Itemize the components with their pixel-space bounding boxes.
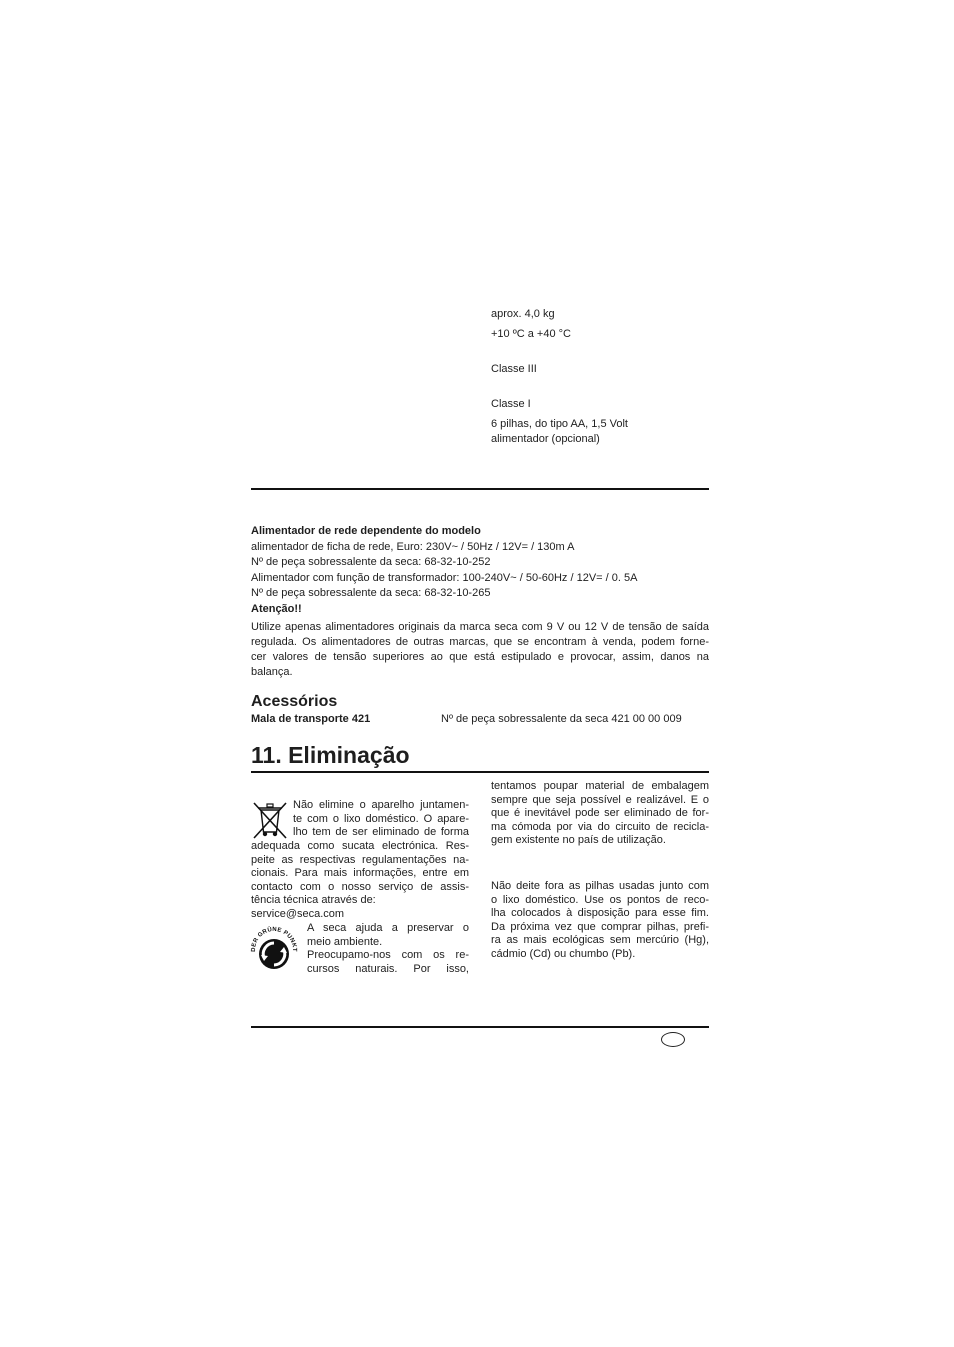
text-line: te com o lixo doméstico. O apare- <box>293 812 469 825</box>
country-code-oval <box>661 1032 685 1047</box>
weee-body <box>251 840 469 894</box>
text-line: contacto com o nosso serviço de assis- <box>251 880 469 893</box>
page-title: 11. Eliminação <box>251 742 410 768</box>
text-line: tência técnica através de: <box>251 894 376 906</box>
text-line: cionais. Para mais informações, entre em <box>251 867 469 879</box>
text-line: A seca ajuda a preservar o <box>307 922 469 935</box>
text-line: lha colocados à disposição para esse fim. <box>491 907 709 920</box>
text-line: Alimentador com função de transformador: 100-240V~ / 50-60Hz / 12V= / 0. 5A <box>251 571 638 584</box>
green-dot-lettering: DER GRÜNE PUNKT <box>250 926 298 952</box>
spec-class-iii: Classe III <box>491 363 537 375</box>
power-adapter-section <box>251 524 709 618</box>
power-adapter-lines <box>251 540 709 602</box>
accessory-item-name: Mala de transporte 421 <box>251 713 371 725</box>
batteries-paragraph <box>491 880 709 961</box>
text-line: Utilize apenas alimentadores originais da marca seca com 9 V ou 12 V de tensão de saída <box>251 620 709 633</box>
text-line: service@seca.com <box>251 907 345 920</box>
crossed-out-wheelie-bin-icon <box>251 800 289 840</box>
packaging-paragraph <box>491 780 709 848</box>
weee-intro <box>293 799 469 840</box>
green-dot-text-b <box>307 949 469 976</box>
spec-weight: aprox. 4,0 kg <box>491 308 555 320</box>
text-line: cádmio (Cd) ou chumbo (Pb). <box>491 947 636 960</box>
text-line: regulada. Os alimentadores de outras marcas, que se encontram à venda, podem forne- <box>251 635 709 648</box>
text-line: cer valores de tensão superiores ao que está estipulado e provocar, assim, danos na <box>251 650 709 663</box>
text-line: Nº de peça sobressalente da seca: 68-32-10-265 <box>251 587 491 600</box>
green-dot-logo <box>250 924 298 972</box>
accessories-heading: Acessórios <box>251 693 338 710</box>
text-line: Não elimine o aparelho juntamen- <box>293 799 469 812</box>
text-line: ma cómoda por via do circuito de recicla- <box>491 820 709 833</box>
text-line: Nº de peça sobressalente da seca: 68-32-10-252 <box>251 556 491 569</box>
text-line: sempre que seja possível e realizável. E o <box>491 793 709 806</box>
warning-paragraph <box>251 620 709 680</box>
weee-contact <box>251 894 469 921</box>
text-line: lho tem de ser eliminado de forma <box>293 826 469 839</box>
text-line: que é inevitável pode ser eliminado de for- <box>491 807 709 820</box>
text-line: adequada como sucata electrónica. Res- <box>251 840 469 852</box>
spec-power-adapter: alimentador (opcional) <box>491 433 600 445</box>
heading-underline <box>251 771 709 773</box>
text-line: alimentador de ficha de rede, Euro: 230V~ / 50Hz / 12V= / 130m A <box>251 540 575 553</box>
text-line: tentamos poupar material de embalagem <box>491 780 709 793</box>
spec-class-i: Classe I <box>491 398 531 410</box>
spec-power-batteries: 6 pilhas, do tipo AA, 1,5 Volt <box>491 418 628 430</box>
text-line: meio ambiente. <box>307 935 383 948</box>
text-line: gem existente no país de utilização. <box>491 834 666 847</box>
spec-temperature: +10 ºC a +40 °C <box>491 328 571 340</box>
section-divider <box>251 488 709 490</box>
text-line: peite as respectivas regulamentações na- <box>251 853 469 866</box>
text-line: Preocupamo-nos com os re- <box>307 949 469 962</box>
green-dot-text-a <box>307 922 469 949</box>
text-line: Da próxima vez que comprar pilhas, prefi- <box>491 920 709 933</box>
warning-label: Atenção!! <box>251 602 302 615</box>
power-adapter-heading: Alimentador de rede dependente do modelo <box>251 525 481 537</box>
text-line: cursos naturais. Por isso, <box>307 962 469 975</box>
footer-divider <box>251 1026 709 1028</box>
text-line: Não deite fora as pilhas usadas junto com <box>491 880 709 893</box>
accessory-part-number: Nº de peça sobressalente da seca 421 00 00 009 <box>441 713 682 725</box>
text-line: ra as mais ecológicas sem mercúrio (Hg), <box>491 934 709 947</box>
text-line: o lixo doméstico. Use os pontos de reco- <box>491 893 709 906</box>
text-line: balança. <box>251 665 293 678</box>
